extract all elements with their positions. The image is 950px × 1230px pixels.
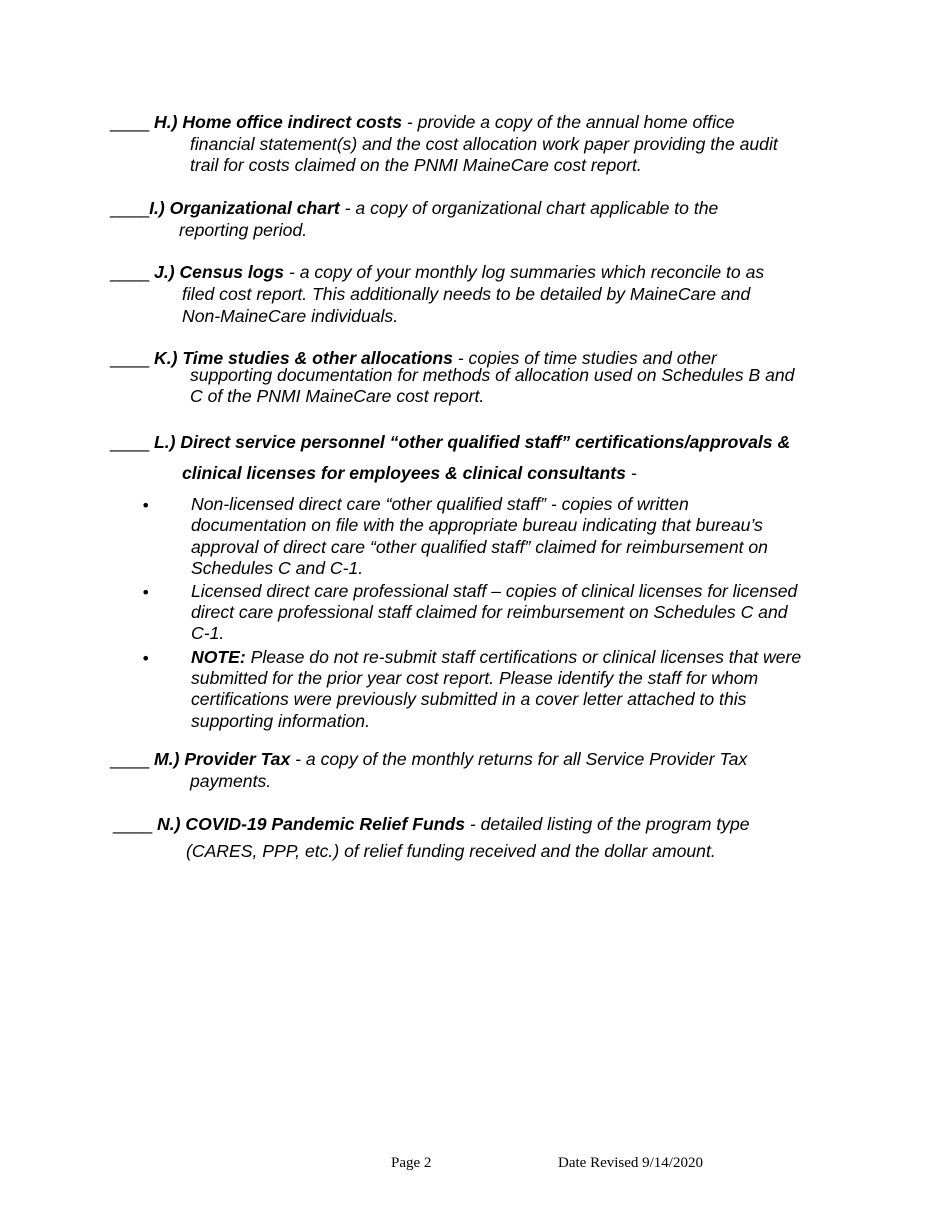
item-j-text1: - a copy of your monthly log summaries which reconcile to as xyxy=(284,262,765,282)
item-h-text1: - provide a copy of the annual home office xyxy=(402,112,735,132)
bullet-2-line1: Licensed direct care professional staff – copies of clinical licenses for licensed xyxy=(191,581,798,601)
bullet-2-line3: C-1. xyxy=(191,623,225,643)
item-j-text3: Non-MaineCare individuals. xyxy=(182,306,399,326)
item-j-line1 xyxy=(110,262,764,283)
bullet-3-line1 xyxy=(191,647,801,668)
bullet-dot-icon: • xyxy=(141,649,151,668)
item-k-label: K.) Time studies & other allocations xyxy=(154,348,453,368)
bullet-dot-icon: • xyxy=(141,583,151,602)
item-l-blank[interactable]: ____ xyxy=(110,432,150,452)
bullet-1-line4: Schedules C and C-1. xyxy=(191,558,364,578)
date-revised: Date Revised 9/14/2020 xyxy=(558,1155,703,1171)
bullet-1-line3: approval of direct care “other qualified staff” claimed for reimbursement on xyxy=(191,537,768,557)
item-k-text1: - copies of time studies and other xyxy=(452,348,717,368)
item-k-text3: C of the PNMI MaineCare cost report. xyxy=(190,386,485,406)
item-m-line1 xyxy=(110,749,747,770)
item-m-text2: payments. xyxy=(190,771,272,791)
item-h-text2: financial statement(s) and the cost allocation work paper providing the audit xyxy=(190,134,778,154)
item-n-text1: - detailed listing of the program type xyxy=(464,814,750,834)
item-l-label-line1: L.) Direct service personnel “other qualified staff” certifications/approvals & xyxy=(154,432,791,452)
item-h-label: H.) Home office indirect costs xyxy=(154,112,403,132)
item-i-label: I.) Organizational chart xyxy=(149,198,340,218)
item-m-text1: - a copy of the monthly returns for all Service Provider Tax xyxy=(290,749,748,769)
item-l-line2 xyxy=(182,463,637,484)
item-h-line1 xyxy=(110,112,735,133)
item-h-blank[interactable]: ____ xyxy=(110,112,150,132)
item-j-text2: filed cost report. This additionally needs to be detailed by MaineCare and xyxy=(182,284,751,304)
item-k-text2: supporting documentation for methods of allocation used on Schedules B and xyxy=(190,365,795,385)
item-m-blank[interactable]: ____ xyxy=(110,749,150,769)
bullet-dot-icon: • xyxy=(141,496,151,515)
note-label: NOTE: xyxy=(191,647,246,667)
item-i-line1 xyxy=(110,198,718,219)
item-l-dash: - xyxy=(625,463,637,483)
bullet-2-line2: direct care professional staff claimed for reimbursement on Schedules C and xyxy=(191,602,788,622)
item-j-label: J.) Census logs xyxy=(154,262,285,282)
page-number: Page 2 xyxy=(391,1155,432,1171)
item-i-text2: reporting period. xyxy=(179,220,308,240)
item-i-blank[interactable]: ____ xyxy=(110,198,150,218)
item-k-blank[interactable]: ____ xyxy=(110,348,150,368)
item-n-blank[interactable]: ____ xyxy=(113,814,153,834)
bullet-1-line1: Non-licensed direct care “other qualified staff” - copies of written xyxy=(191,494,689,514)
bullet-3-line2: submitted for the prior year cost report. Please identify the staff for whom xyxy=(191,668,759,688)
item-i-text1: - a copy of organizational chart applicable to the xyxy=(339,198,719,218)
item-h-text3: trail for costs claimed on the PNMI MaineCare cost report. xyxy=(190,155,642,175)
item-n-text2: (CARES, PPP, etc.) of relief funding received and the dollar amount. xyxy=(186,841,716,861)
item-n-line1 xyxy=(113,814,750,835)
item-n-label: N.) COVID-19 Pandemic Relief Funds xyxy=(157,814,465,834)
bullet-1-line2: documentation on file with the appropriate bureau indicating that bureau’s xyxy=(191,515,763,535)
bullet-3-line4: supporting information. xyxy=(191,711,370,731)
bullet-3-line3: certifications were previously submitted in a cover letter attached to this xyxy=(191,689,747,709)
item-l-label-line2: clinical licenses for employees & clinical consultants xyxy=(182,463,626,483)
bullet-3-text1: Please do not re-submit staff certifications or clinical licenses that were xyxy=(245,647,802,667)
item-l-line1 xyxy=(110,432,790,453)
item-m-label: M.) Provider Tax xyxy=(154,749,291,769)
item-j-blank[interactable]: ____ xyxy=(110,262,150,282)
